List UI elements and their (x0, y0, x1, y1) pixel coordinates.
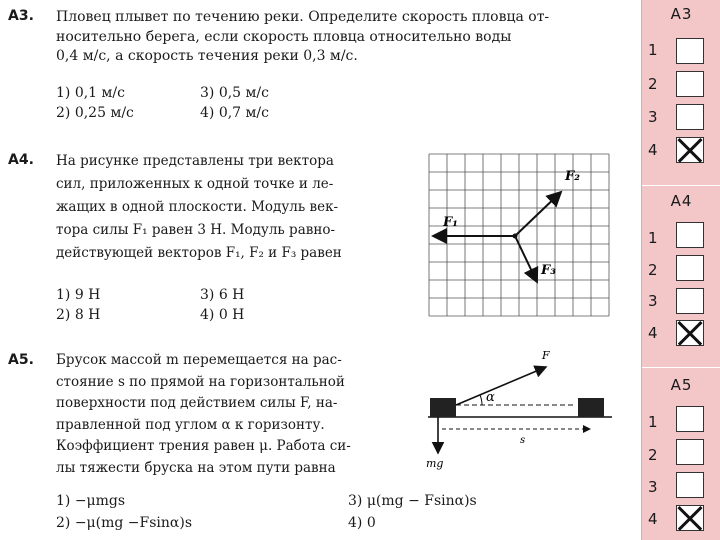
label-s: s (520, 435, 526, 446)
answer-row-number: 2 (648, 446, 658, 464)
answer-option: 3) 0,5 м/с (200, 85, 269, 101)
question-line: жащих в одной плоскости. Модуль век- (56, 199, 339, 215)
answer-option: 4) 0 (348, 515, 376, 531)
answer-row-number: 2 (648, 261, 658, 279)
answer-option: 4) 0,7 м/с (200, 105, 269, 121)
section-divider (642, 367, 720, 368)
answer-row-number: 4 (648, 510, 658, 528)
answer-option: 2) −μ(mg −Fsinα)s (56, 515, 193, 531)
label-f: F (542, 349, 550, 362)
application-point (513, 234, 518, 239)
answer-row-number: 1 (648, 229, 658, 247)
question-line: стояние s по прямой на горизонтальной (56, 373, 345, 390)
answer-option: 2) 8 Н (56, 307, 101, 323)
answer-option: 1) 0,1 м/с (56, 85, 125, 101)
answer-checkbox[interactable] (676, 439, 704, 465)
question-line: Коэффициент трения равен μ. Работа си- (56, 438, 351, 454)
answer-checkbox[interactable] (676, 71, 704, 97)
answer-option: 1) 9 Н (56, 287, 101, 303)
answer-row-number: 1 (648, 41, 658, 59)
answer-section-title: А3 (670, 5, 693, 23)
question-text (56, 150, 396, 265)
answer-checkbox[interactable] (676, 288, 704, 314)
answer-option: 4) 0 Н (200, 307, 245, 323)
vector-f2 (515, 192, 561, 236)
answer-row-number: 1 (648, 413, 658, 431)
block-force-figure (420, 345, 620, 475)
answer-row-number: 3 (648, 292, 658, 310)
answer-checkbox[interactable] (676, 222, 704, 248)
question-line: Брусок массой m перемещается на рас- (56, 352, 342, 368)
answer-checkbox[interactable] (676, 255, 704, 281)
answer-checkbox-checked[interactable] (676, 320, 704, 346)
answer-option: 3) μ(mg − Fsinα)s (348, 493, 477, 509)
answer-row-number: 3 (648, 478, 658, 496)
answer-section-title: А4 (670, 192, 693, 210)
answer-checkbox[interactable] (676, 472, 704, 498)
question-number: A5. (8, 352, 34, 368)
answer-checkbox-checked[interactable] (676, 505, 704, 531)
section-divider (642, 185, 720, 186)
answer-checkbox-checked[interactable] (676, 137, 704, 163)
vector-f3 (515, 236, 537, 282)
block-end (578, 398, 604, 417)
vector-f (456, 367, 546, 405)
label-f3: F₃ (541, 263, 556, 278)
angle-arc (480, 395, 482, 405)
answer-checkbox[interactable] (676, 38, 704, 64)
answer-row-number: 3 (648, 108, 658, 126)
question-text (56, 350, 396, 479)
question-number: A3. (8, 8, 34, 24)
question-line: сил, приложенных к одной точке и ле- (56, 176, 334, 192)
label-f2: F₂ (565, 169, 580, 184)
question-line: Пловец плывет по течению реки. Определите скорость пловца от- (56, 9, 550, 25)
answer-sheet (641, 0, 720, 540)
answer-row-number: 4 (648, 324, 658, 342)
question-line: 0,4 м/с, а скорость течения реки 0,3 м/с. (56, 48, 358, 64)
answer-row-number: 2 (648, 75, 658, 93)
question-line: правленной под углом α к горизонту. (56, 416, 325, 433)
answer-option: 3) 6 Н (200, 287, 245, 303)
label-f1: F₁ (443, 215, 458, 230)
force-vectors-figure (425, 150, 625, 330)
question-text (56, 8, 616, 67)
question-line: действующей векторов F₁, F₂ и F₃ равен (56, 245, 342, 261)
answer-option: 2) 0,25 м/с (56, 105, 134, 121)
question-line: лы тяжести бруска на этом пути равна (56, 459, 336, 476)
question-line: На рисунке представлены три вектора (56, 153, 334, 169)
question-line: тора силы F₁ равен 3 Н. Модуль равно- (56, 222, 336, 238)
answer-row-number: 4 (648, 141, 658, 159)
question-number: A4. (8, 152, 34, 168)
label-mg: mg (426, 457, 444, 470)
question-line: поверхности под действием силы F, на- (56, 395, 338, 411)
answer-section-title: А5 (670, 376, 693, 394)
label-alpha: α (486, 390, 495, 405)
block-start (430, 398, 456, 417)
question-line: носительно берега, если скорость пловца относительно воды (56, 28, 512, 45)
answer-option: 1) −μmgs (56, 493, 126, 509)
answer-checkbox[interactable] (676, 104, 704, 130)
answer-checkbox[interactable] (676, 406, 704, 432)
